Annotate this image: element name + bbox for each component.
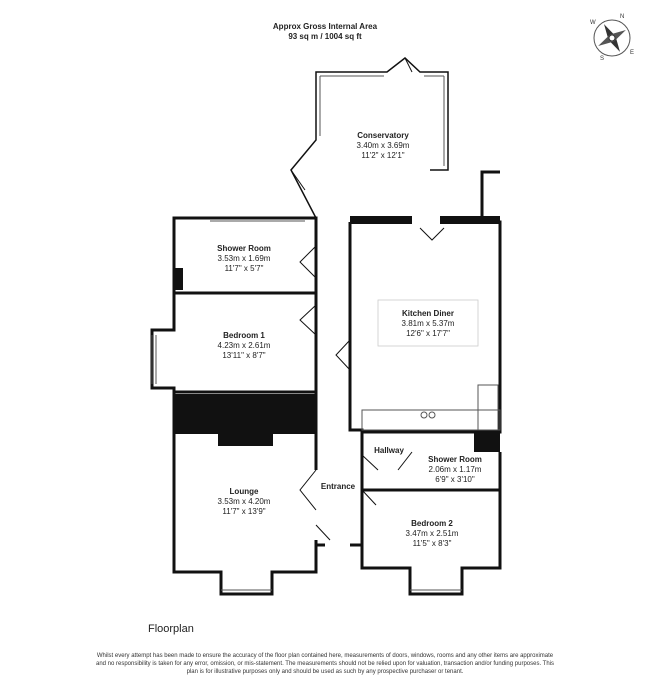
compass-icon bbox=[590, 14, 634, 62]
shower-room-1-metric: 3.53m x 1.69m bbox=[217, 254, 271, 263]
hob-ring bbox=[429, 412, 435, 418]
area-header-title: Approx Gross Internal Area bbox=[272, 22, 378, 31]
area-header-value: 93 sq m / 1004 sq ft bbox=[288, 32, 362, 41]
entrance-wall bbox=[316, 540, 325, 545]
kitchen-top-wall-block bbox=[350, 216, 412, 224]
kitchen-worktop bbox=[362, 410, 500, 430]
shower-room-2-metric: 2.06m x 1.17m bbox=[428, 465, 482, 474]
shower-room-2-imperial: 6'9" x 3'10" bbox=[435, 475, 475, 484]
compass-w: W bbox=[590, 20, 596, 26]
compass-n: N bbox=[620, 14, 625, 20]
entrance-name: Entrance bbox=[320, 482, 356, 491]
lounge-imperial: 11'7" x 13'9" bbox=[222, 507, 266, 516]
lounge-chimney-step bbox=[218, 434, 273, 446]
conservatory-metric: 3.40m x 3.69m bbox=[356, 141, 410, 150]
bedroom-2-imperial: 11'5" x 8'3" bbox=[412, 539, 452, 548]
kitchen-corner-block bbox=[474, 430, 500, 452]
hallway-name: Hallway bbox=[374, 446, 404, 455]
lounge-name: Lounge bbox=[229, 487, 259, 496]
lounge-chimney-breast bbox=[174, 394, 315, 434]
lounge-metric: 3.53m x 4.20m bbox=[217, 497, 271, 506]
compass-s: S bbox=[600, 56, 605, 62]
bedroom-1-metric: 4.23m x 2.61m bbox=[217, 341, 271, 350]
bedroom-1-imperial: 13'11" x 8'7" bbox=[222, 351, 266, 360]
kitchen-sink-unit bbox=[478, 385, 498, 430]
shower-room-1-column bbox=[174, 268, 183, 290]
kitchen-diner-imperial: 12'6" x 17'7" bbox=[406, 329, 450, 338]
shower-room-1-name: Shower Room bbox=[217, 244, 271, 253]
bedroom-2-name: Bedroom 2 bbox=[411, 519, 453, 528]
conservatory-imperial: 11'2" x 12'1" bbox=[361, 151, 405, 160]
floorplan-label: Floorplan bbox=[148, 623, 194, 635]
bedroom-2-metric: 3.47m x 2.51m bbox=[405, 529, 459, 538]
compass-e: E bbox=[630, 50, 635, 56]
shower-room-2-name: Shower Room bbox=[428, 455, 482, 464]
kitchen-top-wall-block-right bbox=[440, 216, 500, 224]
kitchen-diner-name: Kitchen Diner bbox=[401, 309, 455, 318]
bedroom-1-name: Bedroom 1 bbox=[223, 331, 265, 340]
shower-room-1-imperial: 11'7" x 5'7" bbox=[224, 264, 264, 273]
disclaimer-text: Whilst every attempt has been made to ensure the accuracy of the floor plan contained here, measurements of doors, windows, rooms and any other items are approximate and no responsibility is taken for any error, omission, or mis-statement. The measurements should not be relied upon for valuation, transaction and/or funding purposes. This plan is for illustrative purposes only and should be used as such by any prospective purchaser or tenant. bbox=[95, 653, 555, 675]
hob-ring bbox=[421, 412, 427, 418]
kitchen-diner-metric: 3.81m x 5.37m bbox=[401, 319, 455, 328]
conservatory-name: Conservatory bbox=[357, 131, 409, 140]
